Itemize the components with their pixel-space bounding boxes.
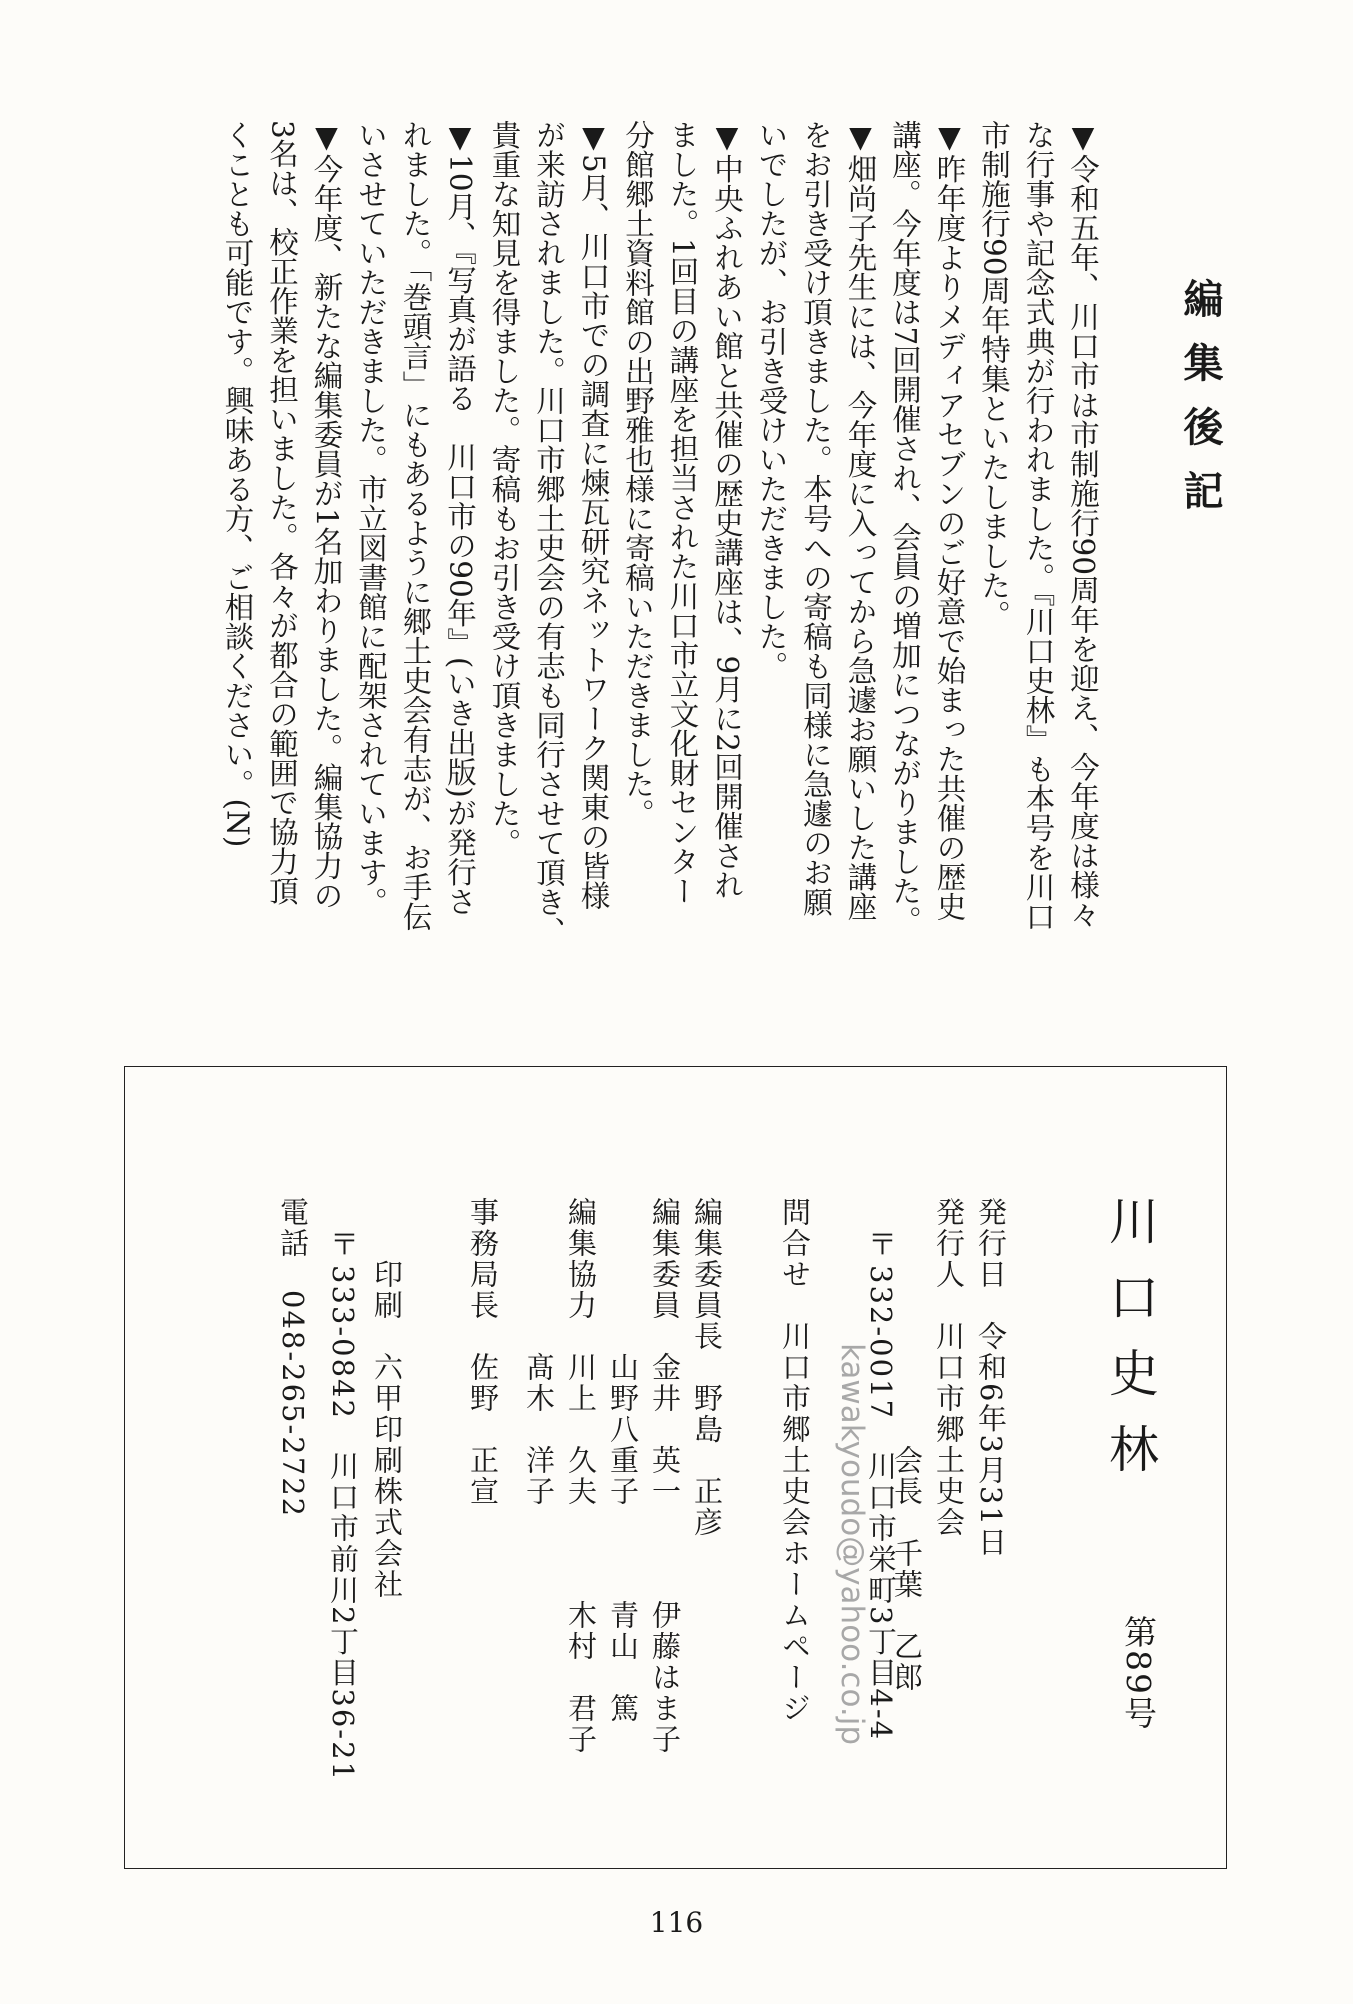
postscript-line: をお引き受け頂きました。本号への寄稿も同様に急遽のお願 [799,120,833,917]
postscript-line: いさせていただきました。市立図書館に配架されています。 [354,120,388,917]
postscript-body [150,120,1105,1020]
colophon-chief-editor: 編集委員長 野島 正彦 [690,1197,724,1538]
postscript-line: ▼令和五年、川口市は市制施行90周年を迎え、今年度は様々 [1066,120,1100,930]
postscript-line: ▼今年度、新たな編集委員が1名加わりました。編集協力の [309,120,344,911]
colophon-publish-date: 発行日 令和6年3月31日 [974,1197,1008,1558]
colophon-editors: 編集委員 金井 英一 伊藤はま子 [648,1197,682,1755]
colophon-printer-address: 333-0842 川口市前川2丁目36-21 [326,1265,360,1783]
postscript-title: 編集後記 [1177,278,1223,534]
postscript-line: 貴重な知見を得ました。寄稿もお引き受け頂きました。 [487,120,522,858]
postscript-line: ▼畑尚子先生には、今年度に入ってから急遽お願いした講座 [843,120,878,921]
colophon-box [124,1066,1227,1869]
postscript-line: 3名は、校正作業を担いました。各々が都合の範囲で協力頂 [265,120,299,906]
journal-title: 川口史林 [1101,1195,1159,1499]
colophon-printer: 印刷 六甲印刷株式会社 [370,1197,404,1600]
postal-mark: 〒 [864,1229,898,1260]
colophon-phone: 電話 048-265-2722 [276,1197,310,1519]
postscript-line: いでしたが、お引き受けいただきました。 [754,120,789,681]
postscript-line: ▼中央ふれあい館と共催の歴史講座は、9月に2回開催され [710,120,744,900]
postscript-line: 講座。今年度は7回開催され、会員の増加につながりました。 [888,120,922,936]
postscript-line: くことも可能です。興味ある方、ご相談ください。(N) [220,120,255,848]
colophon-editors-2: 山野八重子 青山 篤 [606,1197,640,1724]
postscript-line: ▼昨年度よりメディアセブンのご好意で始まった共催の歴史 [932,120,967,921]
postal-mark-2: 〒 [326,1229,360,1260]
page-number: 116 [649,1906,704,1939]
postscript-line: が来訪されました。川口市郷土史会の有志も同行させて頂き、 [532,120,566,946]
postscript-line: な行事や記念式典が行われました。『川口史林』も本号を川口 [1021,120,1056,932]
issue-number: 第89号 [1119,1615,1158,1731]
colophon-address: 332-0017 川口市栄町3丁目4-4 [864,1265,898,1742]
postscript-line: ▼10月、『写真が語る 川口市の90年』(いき出版)が発行さ [443,120,477,916]
postscript-line: ▼5月、川口市での調査に煉瓦研究ネットワーク関東の皆様 [576,120,611,911]
colophon-president: 会長 千葉 乙郎 [890,1197,924,1693]
colophon-contact: 問合せ 川口市郷土史会ホームページ [778,1197,812,1724]
colophon-cooperation-2: 髙木 洋子 [522,1197,556,1507]
postscript-line: れました。「巻頭言」にもあるように郷土史会有志が、お手伝 [398,120,433,932]
postscript-line: 分館郷土資料館の出野雅也様に寄稿いただきました。 [621,120,655,828]
email-watermark: kawakyoudo@yahoo.co.jp [834,1343,870,1746]
postscript-line: ました。1回目の講座を担当された川口市立文化財センター [665,120,700,906]
postscript-line: 市制施行90周年特集といたしました。 [977,120,1011,630]
colophon-editorial-cooperation: 編集協力 川上 久夫 木村 君子 [564,1197,598,1755]
colophon-publisher: 発行人 川口市郷土史会 [932,1197,966,1538]
colophon-secretary-general: 事務局長 佐野 正宣 [466,1197,500,1507]
